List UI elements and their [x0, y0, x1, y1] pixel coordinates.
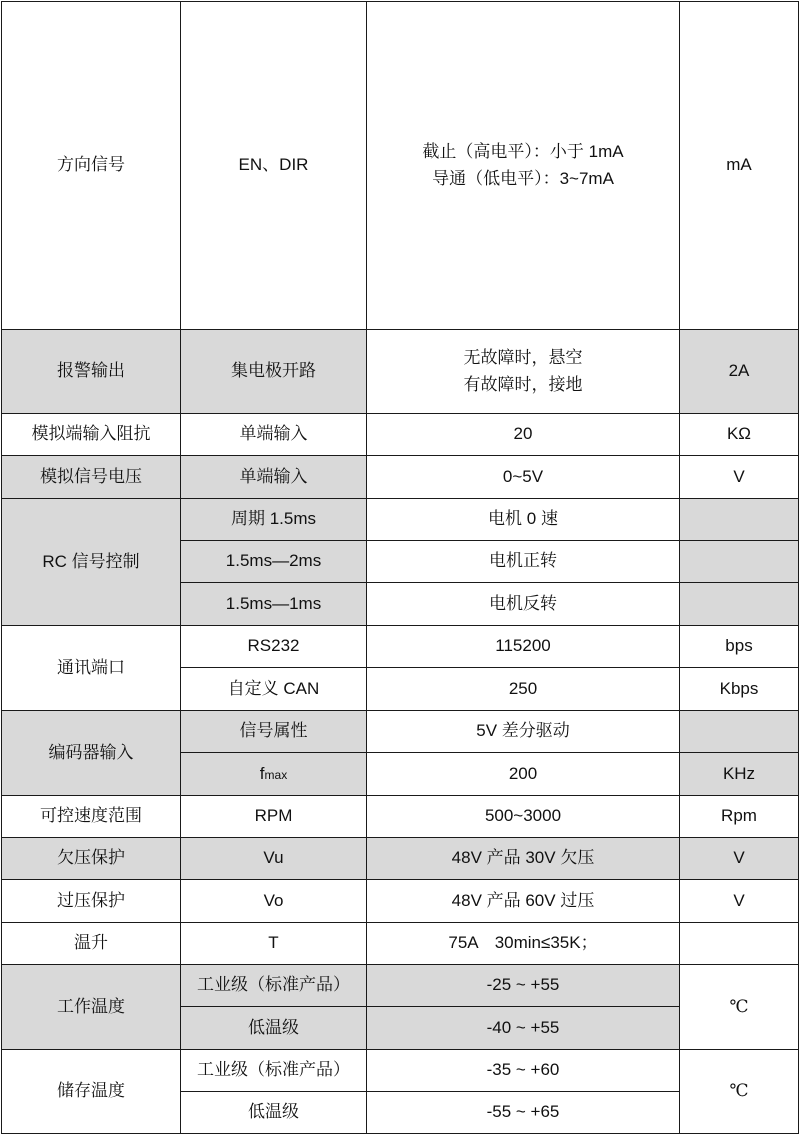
- param-unit-cell: [680, 583, 799, 626]
- param-symbol-cell: 工业级（标准产品）: [181, 965, 367, 1007]
- param-name-cell: 储存温度: [2, 1050, 181, 1134]
- param-value-cell: 115200: [367, 626, 680, 668]
- param-value-cell: 48V 产品 60V 过压: [367, 880, 680, 923]
- param-name-cell: 温升: [2, 923, 181, 965]
- table-row: [2, 965, 799, 1007]
- param-value-cell: 200: [367, 753, 680, 796]
- table-row: [2, 711, 799, 753]
- param-name-cell: RC 信号控制: [2, 499, 181, 626]
- param-value-cell: -55 ~ +65: [367, 1092, 680, 1134]
- spec-table: [1, 1, 799, 1134]
- param-name-cell: 报警输出: [2, 330, 181, 414]
- param-unit-cell: [680, 499, 799, 541]
- param-symbol-cell: 自定义 CAN: [181, 668, 367, 711]
- table-row: [2, 923, 799, 965]
- param-symbol-cell: 低温级: [181, 1092, 367, 1134]
- param-name-cell: 模拟端输入阻抗: [2, 414, 181, 456]
- table-row: [2, 796, 799, 838]
- param-symbol-cell: 低温级: [181, 1007, 367, 1050]
- param-unit-cell: ℃: [680, 1050, 799, 1134]
- param-unit-cell: [680, 923, 799, 965]
- param-value-cell: 250: [367, 668, 680, 711]
- param-unit-cell: 2A: [680, 330, 799, 414]
- fmax-subscript: max: [264, 767, 288, 782]
- param-unit-cell: Kbps: [680, 668, 799, 711]
- param-unit-cell: [680, 541, 799, 583]
- table-row: [2, 626, 799, 668]
- param-value-cell: [367, 2, 680, 330]
- param-symbol-cell: 工业级（标准产品）: [181, 1050, 367, 1092]
- param-symbol-cell: 单端输入: [181, 414, 367, 456]
- param-symbol-cell: 周期 1.5ms: [181, 499, 367, 541]
- table-row: [2, 880, 799, 923]
- param-unit-cell: V: [680, 456, 799, 499]
- param-unit-cell: Rpm: [680, 796, 799, 838]
- table-row: [2, 2, 799, 330]
- table-row: [2, 456, 799, 499]
- param-unit-cell: KΩ: [680, 414, 799, 456]
- param-value-cell: 48V 产品 30V 欠压: [367, 838, 680, 880]
- param-value-cell: 20: [367, 414, 680, 456]
- param-value-cell: 500~3000: [367, 796, 680, 838]
- param-symbol-cell: 集电极开路: [181, 330, 367, 414]
- param-unit-cell: mA: [680, 2, 799, 330]
- param-name-cell: 欠压保护: [2, 838, 181, 880]
- table-row: [2, 1050, 799, 1092]
- table-row: [2, 499, 799, 541]
- value-line: 导通（低电平）：3~7mA: [432, 168, 614, 188]
- param-unit-cell: [680, 711, 799, 753]
- param-name-cell: 过压保护: [2, 880, 181, 923]
- param-unit-cell: bps: [680, 626, 799, 668]
- value-line: 有故障时，接地: [463, 374, 583, 394]
- value-line: 无故障时，悬空: [463, 348, 583, 368]
- param-symbol-cell: 1.5ms—2ms: [181, 541, 367, 583]
- param-name-cell: 可控速度范围: [2, 796, 181, 838]
- param-symbol-cell: Vu: [181, 838, 367, 880]
- param-value-cell: -35 ~ +60: [367, 1050, 680, 1092]
- param-unit-cell: V: [680, 838, 799, 880]
- param-name-cell: 工作温度: [2, 965, 181, 1050]
- param-symbol-cell: EN、DIR: [181, 2, 367, 330]
- param-name-cell: 模拟信号电压: [2, 456, 181, 499]
- param-name-cell: 方向信号: [2, 2, 181, 330]
- param-symbol-cell: 信号属性: [181, 711, 367, 753]
- param-symbol-cell: 1.5ms—1ms: [181, 583, 367, 626]
- param-name-cell: 编码器输入: [2, 711, 181, 796]
- param-value-cell: 电机正转: [367, 541, 680, 583]
- table-row: [2, 414, 799, 456]
- param-symbol-cell: RPM: [181, 796, 367, 838]
- param-value-cell: 75A 30min≤35K；: [367, 923, 680, 965]
- param-value-cell: [367, 330, 680, 414]
- param-value-cell: 0~5V: [367, 456, 680, 499]
- param-value-cell: -25 ~ +55: [367, 965, 680, 1007]
- param-name-cell: 通讯端口: [2, 626, 181, 711]
- param-symbol-cell: [181, 753, 367, 796]
- table-row: [2, 330, 799, 414]
- param-unit-cell: ℃: [680, 965, 799, 1050]
- param-symbol-cell: Vo: [181, 880, 367, 923]
- param-value-cell: 电机 0 速: [367, 499, 680, 541]
- param-unit-cell: V: [680, 880, 799, 923]
- param-value-cell: -40 ~ +55: [367, 1007, 680, 1050]
- param-value-cell: 5V 差分驱动: [367, 711, 680, 753]
- table-row: [2, 838, 799, 880]
- param-unit-cell: KHz: [680, 753, 799, 796]
- param-symbol-cell: T: [181, 923, 367, 965]
- param-symbol-cell: 单端输入: [181, 456, 367, 499]
- param-value-cell: 电机反转: [367, 583, 680, 626]
- fmax-main: f: [259, 763, 265, 783]
- param-symbol-cell: RS232: [181, 626, 367, 668]
- value-line: 截止（高电平）：小于 1mA: [422, 142, 624, 162]
